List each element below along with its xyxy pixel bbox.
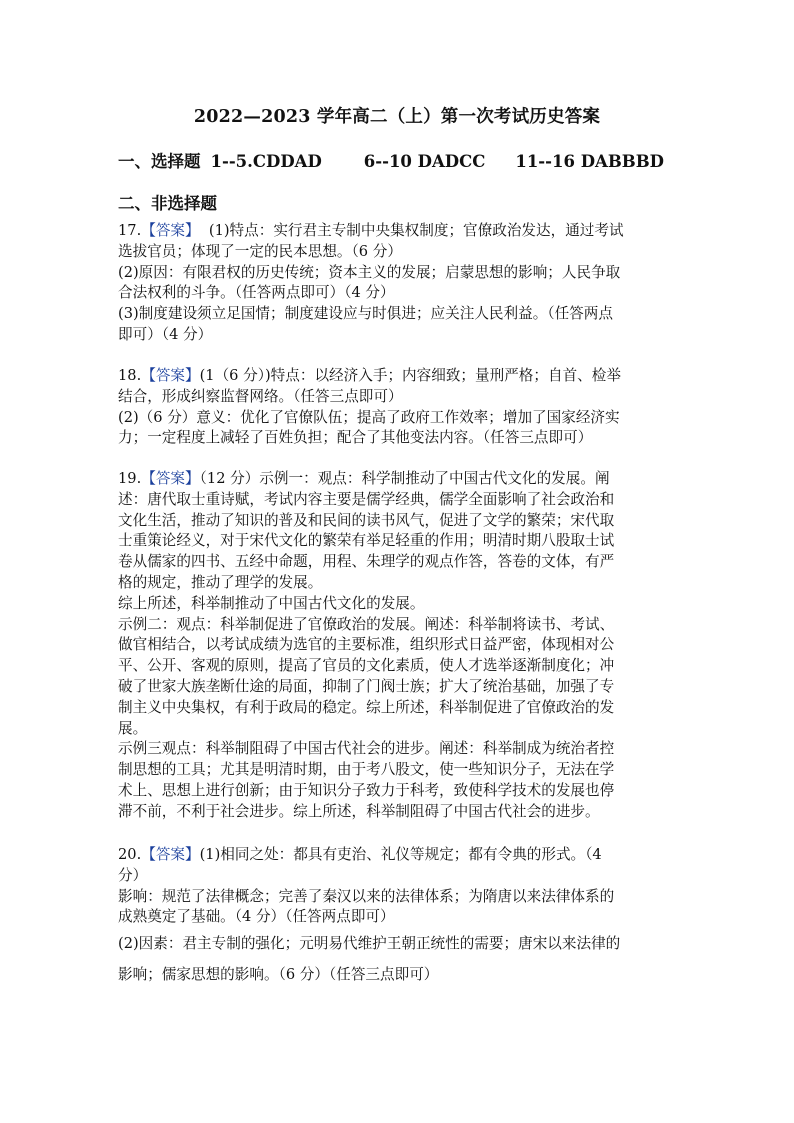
answer-line: 综上所述，科举制推动了中国古代文化的发展。 bbox=[118, 594, 425, 612]
answer-line: 制主义中央集权，有利于政局的稳定。综上所述，科举制促进了官僚政治的发 bbox=[118, 698, 615, 716]
answer-text: (1（6 分）)特点：以经济入手；内容细致；量刑严格；自首、检举 bbox=[199, 367, 621, 384]
answer-line bbox=[118, 845, 688, 866]
answer-line: 影响：规范了法律概念；完善了秦汉以来的法律体系；为隋唐以来法律体系的 bbox=[118, 887, 615, 905]
answer-text: (1)相同之处：都具有吏治、礼仪等规定；都有令典的形式。（4 bbox=[199, 846, 602, 863]
answer-line bbox=[118, 221, 688, 242]
section-non-choice-label: 二、非选择题 bbox=[118, 194, 217, 213]
answer-line: 做官相结合，以考试成绩为选官的主要标准，组织形式日益严密，体现相对公 bbox=[118, 636, 615, 654]
answer-line bbox=[118, 366, 688, 387]
answer-line: 影响；儒家思想的影响。（6 分）（任答三点即可） bbox=[118, 966, 439, 984]
answer-line: 破了世家大族垄断仕途的局面，抑制了门阀士族；扩大了统治基础，加强了专 bbox=[118, 677, 615, 695]
answer-line: 卷从儒家的四书、五经中命题，用程、朱理学的观点作答，答卷的文体，有严 bbox=[118, 553, 615, 571]
choice-answers-1-5: 1--5.CDDAD bbox=[210, 152, 322, 171]
answer-line: 力；一定程度上减轻了百姓负担；配合了其他变法内容。（任答三点即可） bbox=[118, 429, 593, 447]
answer-tag: 【答案】 bbox=[141, 222, 200, 239]
answer-line: 制思想的工具；尤其是明清时期，由于考八股文，使一些知识分子，无法在学 bbox=[118, 761, 615, 779]
section-multiple-choice-label: 一、选择题 bbox=[118, 152, 201, 171]
answer-line: 分） bbox=[118, 866, 148, 884]
answer-line bbox=[118, 469, 688, 490]
answer-line: 即可）（4 分） bbox=[118, 325, 213, 343]
section-multiple-choice bbox=[118, 148, 664, 172]
choice-answers-6-10: 6--10 DADCC bbox=[363, 152, 486, 171]
answer-text: （12 分）示例一：观点：科学制推动了中国古代文化的发展。阐 bbox=[199, 470, 610, 487]
answer-line: 示例二：观点：科举制促进了官僚政治的发展。阐述：科举制将读书、考试、 bbox=[118, 615, 615, 633]
answer-tag: 【答案】 bbox=[141, 470, 200, 487]
question-number: 17. bbox=[118, 222, 142, 239]
answer-tag: 【答案】 bbox=[141, 846, 200, 863]
answer-line: 格的规定，推动了理学的发展。 bbox=[118, 573, 323, 591]
answer-line: 结合，形成纠察监督网络。（任答三点即可） bbox=[118, 387, 403, 405]
answer-text: (1)特点：实行君主专制中央集权制度；官僚政治发达，通过考试 bbox=[199, 222, 624, 239]
answer-line: 选拔官员；体现了一定的民本思想。（6 分） bbox=[118, 242, 402, 260]
answer-line: (2)（6 分）意义：优化了官僚队伍；提高了政府工作效率；增加了国家经济实 bbox=[118, 408, 620, 426]
answer-line: 平、公开、客观的原则，提高了官员的文化素质，使人才选举逐渐制度化；冲 bbox=[118, 657, 615, 675]
question-number: 20. bbox=[118, 846, 142, 863]
question-18-answer bbox=[118, 366, 688, 449]
answer-line: (3)制度建设须立足国情；制度建设应与时俱进；应关注人民利益。（任答两点 bbox=[118, 305, 613, 323]
choice-answers-11-16: 11--16 DABBBD bbox=[515, 152, 664, 171]
answer-line: 合法权利的斗争。（任答两点即可）（4 分） bbox=[118, 284, 395, 302]
answer-line: (2)原因：有限君权的历史传统；资本主义的发展；启蒙思想的影响；人民争取 bbox=[118, 263, 621, 281]
answer-line: 成熟奠定了基础。（4 分）（任答两点即可） bbox=[118, 908, 395, 926]
answer-line: 示例三观点：科举制阻碍了中国古代社会的进步。阐述：科举制成为统治者控 bbox=[118, 740, 615, 758]
answer-line: 滞不前，不利于社会进步。综上所述，科举制阻碍了中国古代社会的进步。 bbox=[118, 802, 600, 820]
answer-line: 术上、思想上进行创新；由于知识分子致力于科考，致使科学技术的发展也停 bbox=[118, 781, 615, 799]
answer-line: 展。 bbox=[118, 719, 148, 737]
question-19-answer bbox=[118, 469, 688, 823]
question-number: 19. bbox=[118, 470, 142, 487]
question-number: 18. bbox=[118, 367, 142, 384]
answer-line: 士重策论经义，对于宋代文化的繁荣有举足轻重的作用；明清时期八股取士试 bbox=[118, 532, 615, 550]
answer-line: 述：唐代取士重诗赋，考试内容主要是儒学经典，儒学全面影响了社会政治和 bbox=[118, 490, 615, 508]
question-20-answer bbox=[118, 845, 688, 990]
answer-line: 文化生活，推动了知识的普及和民间的读书风气，促进了文学的繁荣；宋代取 bbox=[118, 511, 615, 529]
answer-tag: 【答案】 bbox=[141, 367, 200, 384]
page-title: 2022—2023 学年高二（上）第一次考试历史答案 bbox=[193, 107, 601, 127]
answer-line: (2)因素：君主专制的强化；元明易代维护王朝正统性的需要；唐宋以来法律的 bbox=[118, 935, 621, 953]
question-17-answer bbox=[118, 221, 688, 346]
